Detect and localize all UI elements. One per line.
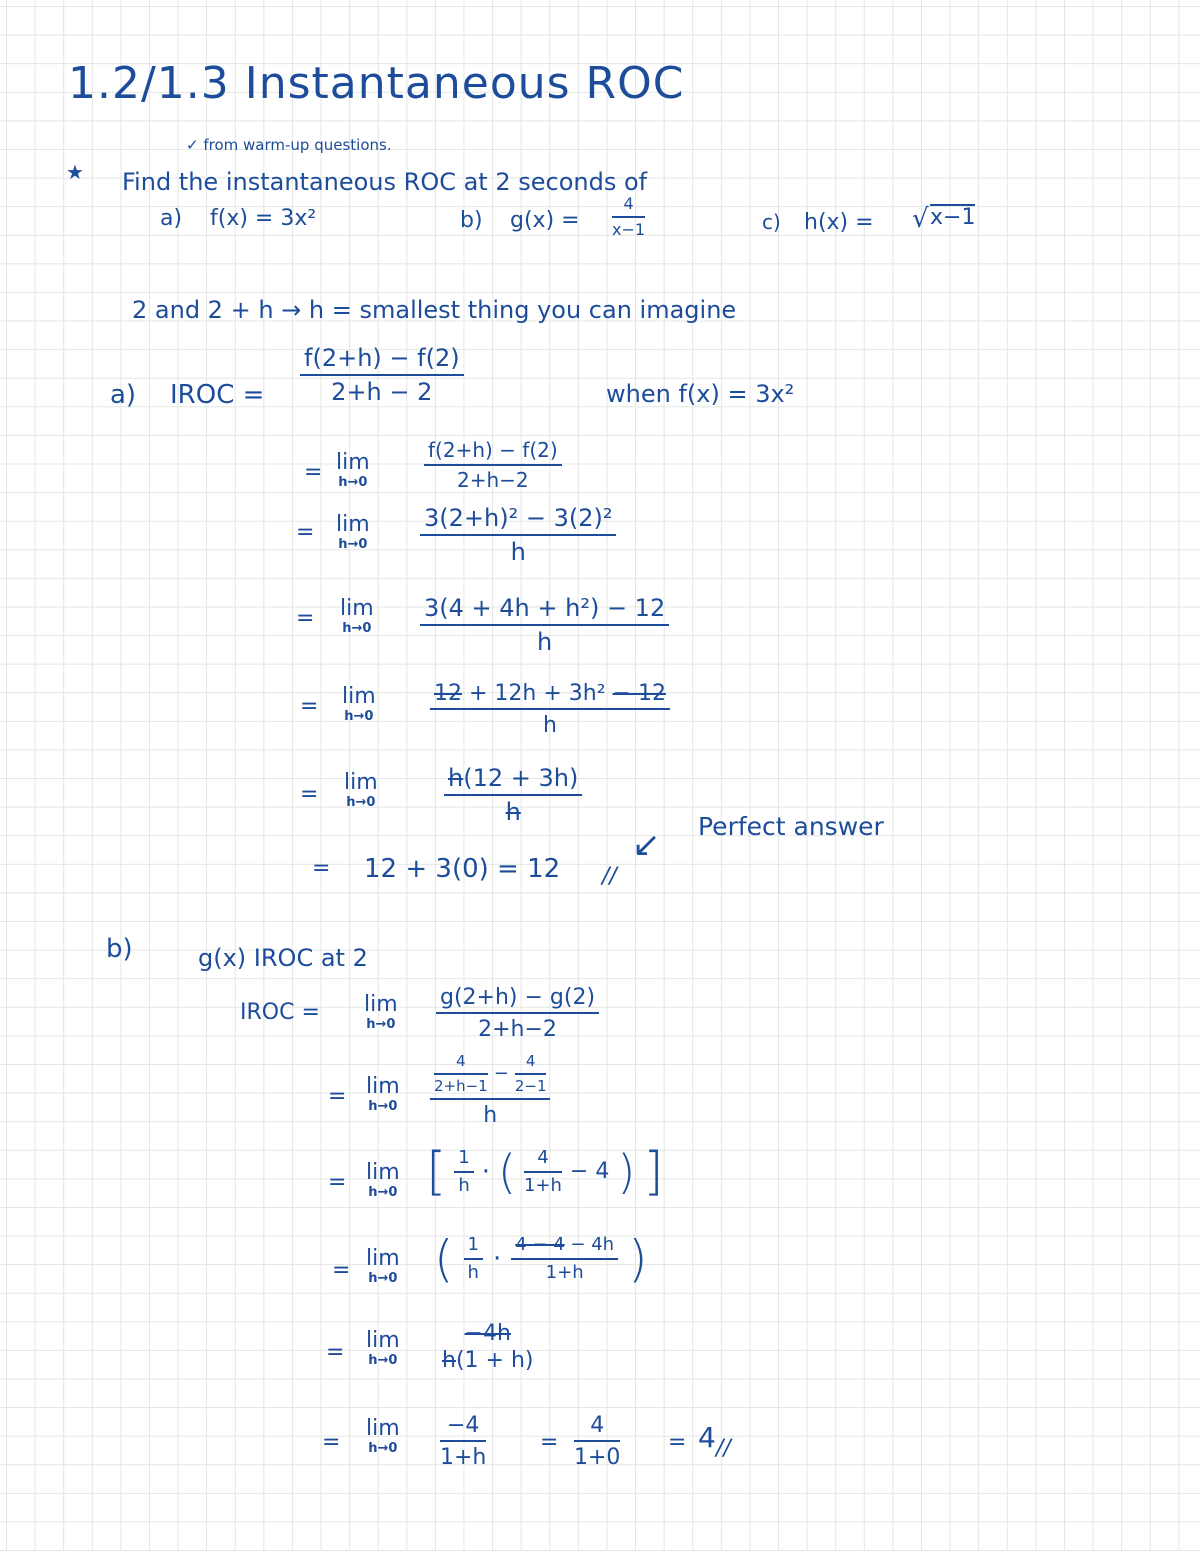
step-b4-expression: ( $\frac{1}{h}$ · $\frac{4 - 4 - 4h}{1+h}$ ) xyxy=(434,1230,648,1288)
part-b-lhs: g(x) = xyxy=(510,208,580,233)
step-a4-denominator: h xyxy=(543,713,557,739)
limit-h-to-0: lim h→0 xyxy=(364,992,398,1032)
part-b-denominator: x−1 xyxy=(612,219,646,239)
page-title: 1.2/1.3 Instantaneous ROC xyxy=(68,58,685,109)
teacher-comment: Perfect answer xyxy=(698,812,884,841)
step-a3-numerator: 3(4 + 4h + h²) − 12 xyxy=(424,594,666,622)
fraction-bar xyxy=(420,624,669,626)
when-condition: when f(x) = 3x² xyxy=(606,380,795,408)
step-a4-numerator: 12 + 12h + 3h² − 12 xyxy=(434,681,666,706)
equals-sign: = xyxy=(668,1430,687,1455)
part-a-final-answer: 12 + 3(0) = 12 xyxy=(364,854,561,884)
iroc-definition-fraction xyxy=(300,346,464,405)
equals-sign: = xyxy=(540,1430,559,1455)
step-a2-fraction xyxy=(420,506,616,565)
equals-sign: = xyxy=(304,460,323,485)
equals-sign: = xyxy=(322,1430,341,1455)
step-b5-fraction xyxy=(442,1322,533,1372)
fraction-bar xyxy=(574,1440,620,1442)
step-b1-numerator: g(2+h) − g(2) xyxy=(440,985,596,1010)
answer-mark: // xyxy=(602,864,617,889)
limit-h-to-0: lim h→0 xyxy=(366,1246,400,1286)
step-b6-fraction xyxy=(440,1414,486,1469)
definition-denominator: 2+h − 2 xyxy=(331,378,433,407)
step-a1-fraction xyxy=(424,440,562,491)
equals-sign: = xyxy=(328,1084,347,1109)
step-a5-numerator: h(12 + 3h) xyxy=(448,764,579,792)
step-b6-denominator: 1+h xyxy=(440,1445,487,1471)
sqrt-icon: √ xyxy=(912,204,929,234)
part-b-final-answer: 4 xyxy=(698,1421,716,1454)
step-a2-denominator: h xyxy=(510,538,526,567)
equals-sign: = xyxy=(312,856,331,881)
step-b2-fraction xyxy=(430,1054,550,1127)
step-b2-numerator: $\frac{4}{2+h-1}$ − $\frac{4}{2-1}$ xyxy=(434,1052,547,1095)
step-a1-numerator: f(2+h) − f(2) xyxy=(428,438,558,462)
limit-h-to-0: lim h→0 xyxy=(366,1074,400,1114)
step-a5-fraction xyxy=(444,766,582,825)
substitution-numerator: 4 xyxy=(590,1413,605,1438)
step-b5-denominator: h(1 + h) xyxy=(442,1348,534,1374)
limit-h-to-0: lim h→0 xyxy=(340,596,374,636)
step-a5-denominator: h xyxy=(505,798,521,827)
limit-h-to-0: lim h→0 xyxy=(366,1328,400,1368)
fraction-bar xyxy=(430,708,670,710)
limit-h-to-0: lim h→0 xyxy=(366,1416,400,1456)
limit-h-to-0: lim h→0 xyxy=(342,684,376,724)
part-c-lhs: h(x) = xyxy=(804,210,874,235)
equals-sign: = xyxy=(296,606,315,631)
setup-line: 2 and 2 + h → h = smallest thing you can imagine xyxy=(132,296,737,324)
fraction-bar xyxy=(300,374,464,376)
step-b1-denominator: 2+h−2 xyxy=(478,1017,557,1043)
equals-sign: = xyxy=(328,1170,347,1195)
part-a-label: a) xyxy=(160,206,183,231)
fraction-bar xyxy=(420,534,616,536)
step-a3-denominator: h xyxy=(537,628,553,657)
step-a4-fraction xyxy=(430,682,670,737)
part-c-radicand: x−1 xyxy=(930,205,976,230)
equals-sign: = xyxy=(326,1340,345,1365)
arrow-icon: ↙ xyxy=(632,825,661,865)
step-b6-substitution xyxy=(574,1414,620,1469)
fraction-bar xyxy=(440,1440,486,1442)
iroc-lhs-a: IROC = xyxy=(170,380,265,410)
limit-h-to-0: lim h→0 xyxy=(366,1160,400,1200)
warmup-note: ✓ from warm-up questions. xyxy=(186,136,392,154)
step-b2-denominator: h xyxy=(483,1102,498,1128)
part-b-solution-label: b) xyxy=(106,934,133,964)
answer-mark: // xyxy=(716,1436,731,1461)
limit-h-to-0: lim h→0 xyxy=(344,770,378,810)
step-a2-numerator: 3(2+h)² − 3(2)² xyxy=(424,504,613,532)
part-a-solution-label: a) xyxy=(110,380,137,410)
part-b-label: b) xyxy=(460,208,483,233)
step-b6-numerator: −4 xyxy=(446,1413,480,1438)
fraction-bar xyxy=(612,216,645,218)
part-b-fraction xyxy=(612,196,645,239)
step-b3-expression: [ $\frac{1}{h}$ · ( $\frac{4}{1+h}$ − 4 ) ] xyxy=(426,1142,664,1202)
substitution-denominator: 1+0 xyxy=(574,1445,621,1471)
fraction-bar xyxy=(430,1098,550,1100)
definition-numerator: f(2+h) − f(2) xyxy=(304,344,460,372)
step-b1-fraction xyxy=(436,986,599,1041)
part-b-heading: g(x) IROC at 2 xyxy=(198,944,368,972)
part-b-numerator: 4 xyxy=(623,194,634,213)
equals-sign: = xyxy=(332,1258,351,1283)
part-c-label: c) xyxy=(762,210,781,234)
limit-h-to-0: lim h→0 xyxy=(336,450,370,490)
step-a3-fraction xyxy=(420,596,669,655)
equals-sign: = xyxy=(300,782,319,807)
part-a-expression: f(x) = 3x² xyxy=(210,206,317,231)
iroc-lhs-b: IROC = xyxy=(240,1000,320,1025)
fraction-bar xyxy=(444,794,582,796)
question-prompt: Find the instantaneous ROC at 2 seconds of xyxy=(122,168,648,196)
step-a1-denominator: 2+h−2 xyxy=(457,468,529,492)
equals-sign: = xyxy=(296,520,315,545)
fraction-bar xyxy=(436,1012,599,1014)
step-b5-numerator: −4h xyxy=(464,1321,511,1346)
equals-sign: = xyxy=(300,694,319,719)
fraction-bar xyxy=(424,464,562,466)
star-icon: ★ xyxy=(66,160,84,184)
limit-h-to-0: lim h→0 xyxy=(336,512,370,552)
